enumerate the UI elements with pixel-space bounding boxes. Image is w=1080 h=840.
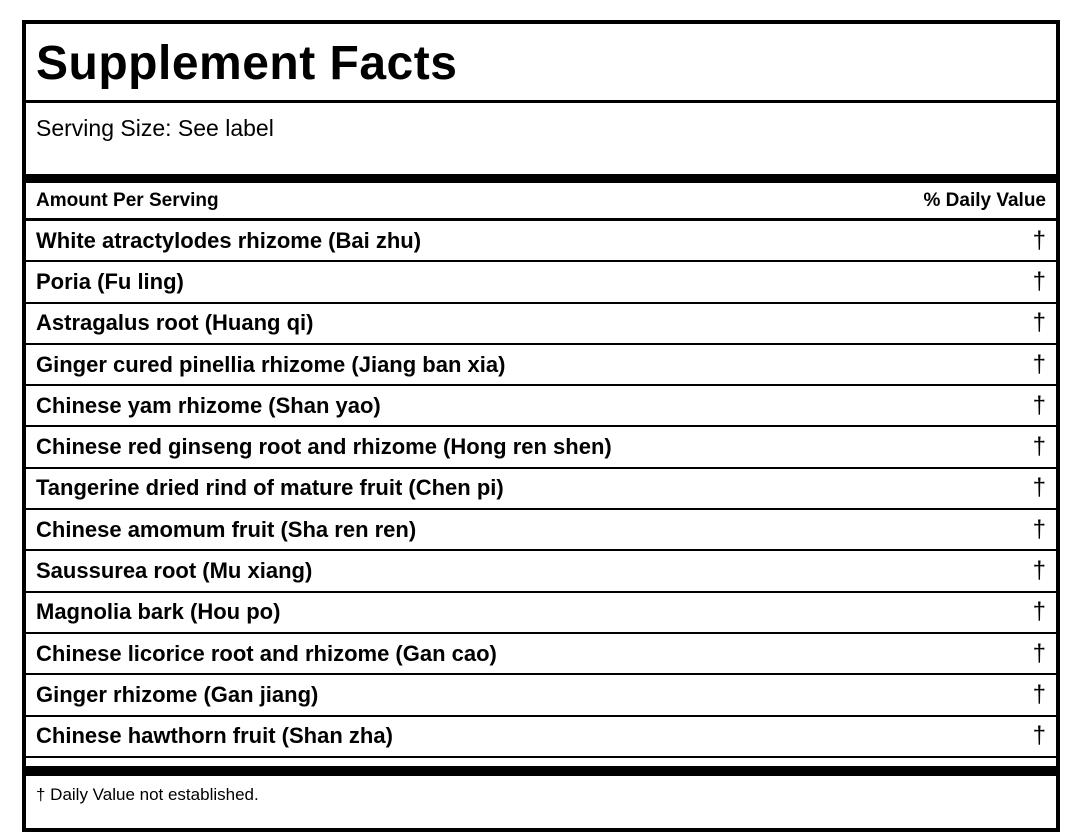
serving-size: Serving Size: See label [36,115,274,141]
ingredient-daily-value: † [1032,309,1046,337]
ingredient-row [26,717,1056,758]
daily-value-header: % Daily Value [923,189,1046,211]
ingredient-name: Astragalus root (Huang qi) [36,310,314,336]
serving-size-row [26,103,1056,183]
bottom-separator [26,766,1056,776]
ingredient-daily-value: † [1032,639,1046,667]
ingredient-name: Chinese licorice root and rhizome (Gan cao) [36,640,497,666]
title-row [26,24,1056,103]
ingredient-row [26,427,1056,468]
ingredient-name: White atractylodes rhizome (Bai zhu) [36,227,422,253]
ingredient-row [26,221,1056,262]
ingredient-daily-value: † [1032,350,1046,378]
ingredient-name: Chinese hawthorn fruit (Shan zha) [36,723,393,749]
ingredient-row [26,634,1056,675]
ingredient-row [26,675,1056,716]
ingredient-row [26,345,1056,386]
ingredient-name: Magnolia bark (Hou po) [36,599,281,625]
ingredient-name: Chinese yam rhizome (Shan yao) [36,392,381,418]
ingredient-row [26,593,1056,634]
ingredient-row [26,304,1056,345]
ingredient-name: Chinese red ginseng root and rhizome (Hong ren shen) [36,434,612,460]
ingredient-daily-value: † [1032,680,1046,708]
ingredient-daily-value: † [1032,474,1046,502]
ingredient-daily-value: † [1032,557,1046,585]
amount-per-serving-header: Amount Per Serving [36,189,219,211]
ingredient-name: Tangerine dried rind of mature fruit (Chen pi) [36,475,504,501]
ingredient-name: Ginger cured pinellia rhizome (Jiang ban xia) [36,351,506,377]
ingredient-row [26,262,1056,303]
column-header-row [26,183,1056,221]
footnote-row [26,776,1056,814]
supplement-facts-panel [22,20,1060,832]
footnote: † Daily Value not established. [36,784,259,804]
ingredient-row [26,469,1056,510]
ingredient-row [26,510,1056,551]
ingredient-daily-value: † [1032,226,1046,254]
ingredient-daily-value: † [1032,598,1046,626]
ingredient-daily-value: † [1032,433,1046,461]
ingredient-name: Ginger rhizome (Gan jiang) [36,681,319,707]
ingredient-daily-value: † [1032,391,1046,419]
ingredient-name: Chinese amomum fruit (Sha ren ren) [36,516,417,542]
ingredient-name: Saussurea root (Mu xiang) [36,558,313,584]
ingredient-list [26,221,1056,758]
ingredient-row [26,551,1056,592]
ingredient-row [26,386,1056,427]
ingredient-name: Poria (Fu ling) [36,268,184,294]
ingredient-daily-value: † [1032,515,1046,543]
ingredient-daily-value: † [1032,722,1046,750]
ingredient-daily-value: † [1032,267,1046,295]
panel-title: Supplement Facts [36,37,458,90]
